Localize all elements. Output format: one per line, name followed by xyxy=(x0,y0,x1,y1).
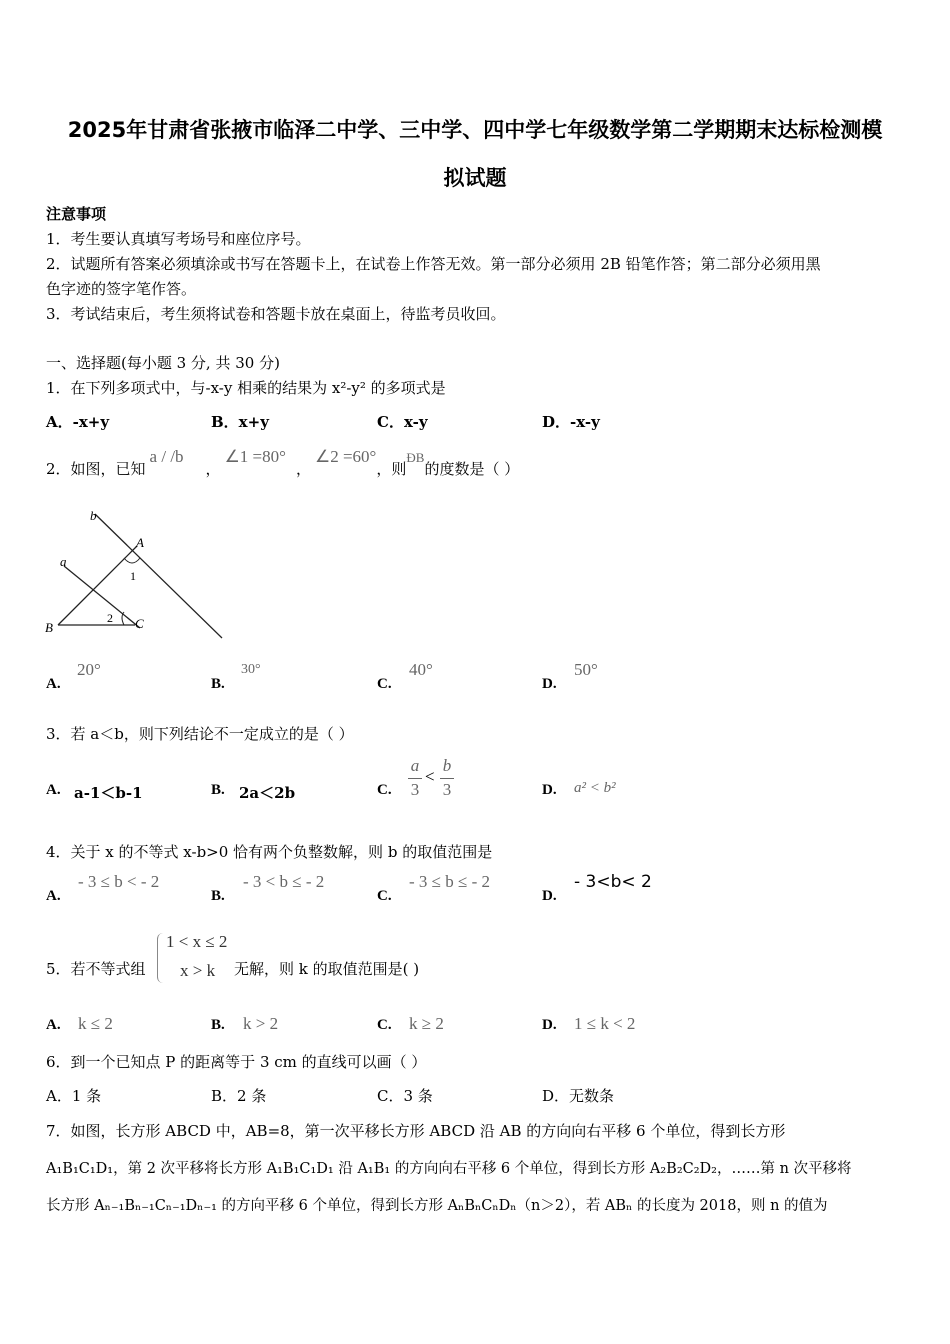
math-angle-b: ÐB xyxy=(406,450,425,465)
q2-option-b: 30° xyxy=(241,662,261,677)
note-item: 3．考试结束后，考生须将试卷和答题卡放在桌面上，待监考员收回。 xyxy=(46,305,506,323)
question-7-line: 7．如图，长方形 ABCD 中，AB=8，第一次平移长方形 ABCD 沿 AB 的方向向右平移 6 个单位，得到长方形 xyxy=(46,1122,786,1140)
note-item: 色字迹的签字笔作答。 xyxy=(46,280,197,298)
label-2: 2 xyxy=(107,611,113,625)
q2-option-a-label: A. xyxy=(46,676,61,692)
fraction-bar xyxy=(408,778,422,779)
q2-option-d: 50° xyxy=(574,660,598,679)
q3-c-denominator: 3 xyxy=(410,780,420,799)
q5-option-b: k > 2 xyxy=(243,1014,279,1033)
label-A: A xyxy=(136,535,144,550)
q4-option-c: - 3 ≤ b ≤ - 2 xyxy=(409,872,490,891)
q2-option-c: 40° xyxy=(409,660,433,679)
q2-option-d-label: D. xyxy=(542,676,557,692)
q3-c-less-than: < xyxy=(425,767,435,786)
q6-option-c: C．3 条 xyxy=(377,1087,433,1105)
q4-option-b-label: B. xyxy=(211,888,225,904)
q6-option-a: A．1 条 xyxy=(46,1087,102,1105)
question-4: 4．关于 x 的不等式 x-b>0 恰有两个负整数解，则 b 的取值范围是 xyxy=(46,843,493,861)
q5-option-d: 1 ≤ k < 2 xyxy=(574,1014,636,1033)
q5-option-c: k ≥ 2 xyxy=(409,1014,444,1033)
title-line-2: 拟试题 xyxy=(443,166,507,190)
q5-option-c-label: C. xyxy=(377,1017,392,1033)
brace xyxy=(157,933,164,983)
section-heading: 一、选择题(每小题 3 分, 共 30 分) xyxy=(46,354,280,372)
question-6: 6．到一个已知点 P 的距离等于 3 cm 的直线可以画（ ） xyxy=(46,1053,427,1071)
q2-text: 2．如图，已知 xyxy=(46,460,146,478)
label-B: B xyxy=(45,620,53,635)
note-item: 2．试题所有答案必须填涂或书写在答题卡上，在试卷上作答无效。第一部分必须用 2B 铅笔作答；第二部分必须用黑 xyxy=(46,255,821,273)
q1-option-b: B．x+y xyxy=(211,413,269,431)
label-1: 1 xyxy=(130,569,136,583)
q4-option-b: - 3 < b ≤ - 2 xyxy=(243,872,325,891)
q5-system-line-2: x > k xyxy=(180,961,216,980)
q3-c-numerator-a: a xyxy=(410,756,420,775)
question-2 xyxy=(46,447,520,479)
q3-c-numerator-b: b xyxy=(442,756,452,775)
note-item: 1．考生要认真填写考场号和座位序号。 xyxy=(46,230,311,248)
q5-system-line-1: 1 < x ≤ 2 xyxy=(166,932,228,951)
q5-option-b-label: B. xyxy=(211,1017,225,1033)
q3-option-c-label: C. xyxy=(377,782,392,798)
q4-option-d-label: D. xyxy=(542,888,557,904)
question-5-text: 5．若不等式组 xyxy=(46,960,146,978)
q2-text: 的度数是（ ） xyxy=(424,460,520,478)
q3-option-a: a-1＜b-1 xyxy=(74,784,143,802)
q4-option-a-label: A. xyxy=(46,888,61,904)
q2-option-b-label: B. xyxy=(211,676,225,692)
q6-option-d: D．无数条 xyxy=(542,1087,615,1105)
q3-option-b-label: B. xyxy=(211,782,225,798)
q2-text: ， xyxy=(205,460,221,478)
q2-option-a: 20° xyxy=(77,660,101,679)
question-5-text: 无解，则 k 的取值范围是( ) xyxy=(234,960,420,978)
math-angle2: ∠2 =60° xyxy=(314,447,377,466)
notes-heading: 注意事项 xyxy=(46,205,107,223)
q1-option-c: C．x-y xyxy=(377,413,428,431)
q2-option-c-label: C. xyxy=(377,676,392,692)
q2-text: ， xyxy=(295,460,311,478)
q1-option-d: D．-x-y xyxy=(542,413,600,431)
q3-c-denominator: 3 xyxy=(442,780,452,799)
q4-option-c-label: C. xyxy=(377,888,392,904)
q3-option-d-label: D. xyxy=(542,782,557,798)
q6-option-b: B．2 条 xyxy=(211,1087,267,1105)
q5-option-d-label: D. xyxy=(542,1017,557,1033)
q2-text: ，则 xyxy=(376,460,407,478)
label-C: C xyxy=(135,616,144,631)
question-7-line: A₁B₁C₁D₁，第 2 次平移将长方形 A₁B₁C₁D₁ 沿 A₁B₁ 的方向向右平移 6 个单位，得到长方形 A₂B₂C₂D₂，……第 n 次平移将 xyxy=(46,1161,852,1177)
math-parallel: a / /b xyxy=(149,447,184,466)
q3-option-b: 2a＜2b xyxy=(239,784,296,802)
question-7-line: 长方形 Aₙ₋₁Bₙ₋₁Cₙ₋₁Dₙ₋₁ 的方向平移 6 个单位，得到长方形 AₙBₙCₙDₙ（n＞2），若 ABₙ 的长度为 2018，则 n 的值为 xyxy=(46,1198,828,1214)
q5-option-a-label: A. xyxy=(46,1017,61,1033)
q2-figure xyxy=(40,500,240,650)
math-angle1: ∠1 =80° xyxy=(224,447,286,466)
q4-option-a: - 3 ≤ b < - 2 xyxy=(78,872,160,891)
q4-option-d: - 3<b< 2 xyxy=(574,872,652,892)
q5-option-a: k ≤ 2 xyxy=(78,1014,113,1033)
q3-option-d: a² < b² xyxy=(574,780,616,796)
question-1: 1．在下列多项式中，与-x-y 相乘的结果为 x²-y² 的多项式是 xyxy=(46,379,446,397)
question-3: 3．若 a＜b，则下列结论不一定成立的是（ ） xyxy=(46,725,354,743)
q1-option-a: A．-x+y xyxy=(46,413,110,431)
label-b: b xyxy=(90,508,97,523)
title-line-1: 2025年甘肃省张掖市临泽二中学、三中学、四中学七年级数学第二学期期末达标检测模 xyxy=(67,118,883,142)
q3-option-a-label: A. xyxy=(46,782,61,798)
label-a: a xyxy=(60,554,67,569)
fraction-bar xyxy=(440,778,454,779)
